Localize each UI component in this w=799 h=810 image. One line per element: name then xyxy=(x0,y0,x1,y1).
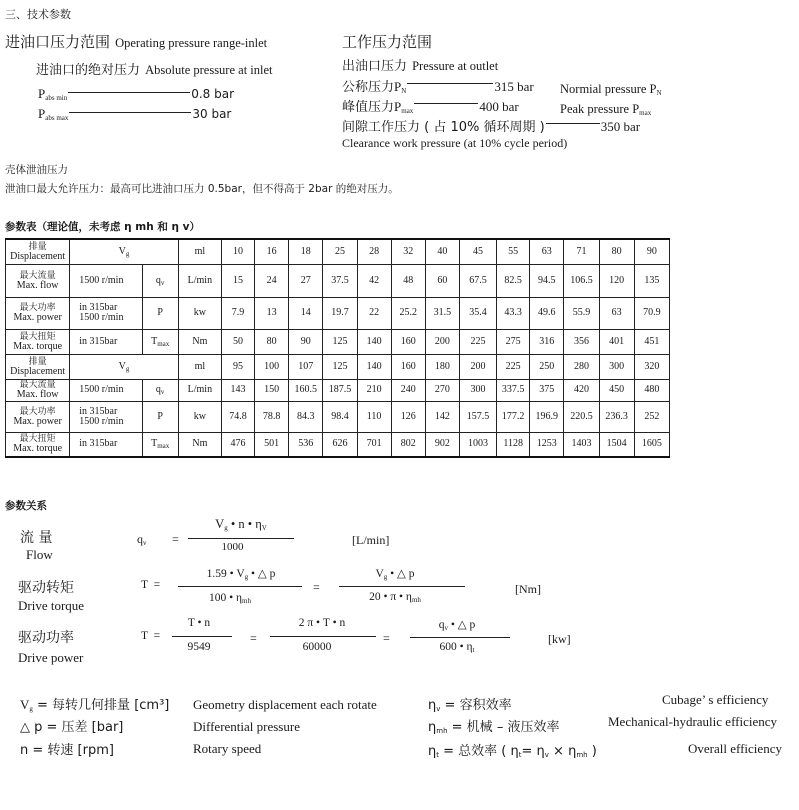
table-cell: 1605 xyxy=(634,432,669,457)
torque-num1: 1.59 • $V_g$ • △ p xyxy=(206,568,276,581)
row-label: 最大流量 Max. flow xyxy=(6,379,70,401)
peak-value: 400 bar xyxy=(479,99,519,114)
table-cell: 902 xyxy=(425,432,459,457)
pabs-min-row: $P_{abs min}$ 0.8 bar xyxy=(38,86,235,102)
table-cell: 1128 xyxy=(497,432,530,457)
table-cell: 120 xyxy=(599,264,634,297)
table-cell: 70.9 xyxy=(634,297,669,329)
table-cell: 143 xyxy=(221,379,254,401)
table-cell: 180 xyxy=(425,354,459,379)
row-symbol: $V_g$ xyxy=(70,354,178,379)
table-cell: 42 xyxy=(357,264,391,297)
legend-dp-en: Differential pressure xyxy=(193,719,300,734)
row-unit: kw xyxy=(178,297,221,329)
torque-den2: 20 • π • $\eta_{mh}$ xyxy=(369,591,421,604)
table-cell: 82.5 xyxy=(497,264,530,297)
table-cell: 7.9 xyxy=(221,297,254,329)
table-cell: 187.5 xyxy=(323,379,357,401)
work-title: 工作压力范围 xyxy=(342,33,433,51)
torque-lhs: T = xyxy=(141,579,161,591)
table-cell: 140 xyxy=(357,354,391,379)
row-unit: ml xyxy=(178,354,221,379)
legend-etamh: $\eta_{mh}$ = 机械 – 液压效率 xyxy=(428,720,560,735)
table-row xyxy=(6,354,670,379)
table-cell: 501 xyxy=(255,432,289,457)
clearance-row: 间隙工作压力 ( 占 10% 循环周期 ) 350 bar xyxy=(342,119,641,135)
legend-dp: △ p = 压差 [bar] xyxy=(20,720,124,735)
row-symbol: $T_{max}$ xyxy=(142,432,178,457)
power-num2: 2 π • T • n xyxy=(298,617,346,629)
relations-title: 参数关系 xyxy=(5,500,47,512)
pabs-min-value: 0.8 bar xyxy=(191,87,235,101)
table-cell: 19.7 xyxy=(323,297,357,329)
table-cell: 160 xyxy=(391,354,425,379)
table-cell: 300 xyxy=(599,354,634,379)
power-unit: [kw] xyxy=(548,632,571,646)
torque-bar1 xyxy=(178,586,302,587)
table-cell: 135 xyxy=(634,264,669,297)
row-symbol: $q_v$ xyxy=(142,264,178,297)
parameter-table xyxy=(5,238,670,458)
torque-den1: 100 • $\eta_{mh}$ xyxy=(209,592,251,605)
table-cell: 31.5 xyxy=(425,297,459,329)
table-cell: 95 xyxy=(221,354,254,379)
flow-lhs: $q_v$ xyxy=(137,532,147,547)
row-label: 最大扭矩 Max. torque xyxy=(6,329,70,354)
table-cell: 55.9 xyxy=(564,297,599,329)
table-cell: 25.2 xyxy=(391,297,425,329)
table-cell: 450 xyxy=(599,379,634,401)
inlet-sub xyxy=(36,59,273,78)
table-cell: 107 xyxy=(289,354,323,379)
table-cell: 200 xyxy=(459,354,496,379)
table-cell: 55 xyxy=(497,239,530,264)
row-unit: L/min xyxy=(178,379,221,401)
peak-en: Peak pressure $P_{max}$ xyxy=(560,102,652,117)
table-cell: 1504 xyxy=(599,432,634,457)
power-eq3: = xyxy=(383,631,390,645)
row-condition: in 315bar xyxy=(70,329,142,354)
table-cell: 60 xyxy=(425,264,459,297)
inlet-sub-cn: 进油口的绝对压力 xyxy=(36,63,141,78)
table-cell: 43.3 xyxy=(497,297,530,329)
table-cell: 106.5 xyxy=(564,264,599,297)
table-cell: 250 xyxy=(530,354,564,379)
power-cn: 驱动功率 xyxy=(18,630,74,646)
table-cell: 78.8 xyxy=(255,401,289,432)
flow-numerator: $V_g$ • n • $\eta_V$ xyxy=(215,517,267,532)
table-cell: 196.9 xyxy=(530,401,564,432)
table-cell: 10 xyxy=(221,239,254,264)
table-cell: 28 xyxy=(357,239,391,264)
nominal-value: 315 bar xyxy=(494,79,534,94)
table-cell: 240 xyxy=(391,379,425,401)
power-en: Drive power xyxy=(18,650,84,665)
table-cell: 701 xyxy=(357,432,391,457)
table-cell: 160.5 xyxy=(289,379,323,401)
section-title: 三、技术参数 xyxy=(5,8,71,21)
table-cell: 356 xyxy=(564,329,599,354)
table-cell: 150 xyxy=(255,379,289,401)
row-symbol: P xyxy=(142,401,178,432)
row-symbol: P xyxy=(142,297,178,329)
table-cell: 37.5 xyxy=(323,264,357,297)
row-condition: in 315bar xyxy=(70,432,142,457)
table-cell: 375 xyxy=(530,379,564,401)
power-bar1 xyxy=(172,636,232,637)
table-cell: 200 xyxy=(425,329,459,354)
table-cell: 18 xyxy=(289,239,323,264)
table-cell: 125 xyxy=(323,354,357,379)
row-condition: in 315bar 1500 r/min xyxy=(70,401,142,432)
power-den3: 600 • $\eta_t$ xyxy=(439,641,475,654)
row-label: 排量 Displacement xyxy=(6,239,70,264)
table-cell: 40 xyxy=(425,239,459,264)
peak-row: 峰值压力$P_{max}$ 400 bar xyxy=(342,99,519,115)
legend-etat: $\eta_t$ = 总效率 ( $\eta_t= \eta_v \times \eta_{mh}$ ) xyxy=(428,744,597,759)
nominal-en: Normial pressure $P_N$ xyxy=(560,82,662,97)
row-label: 最大扭矩 Max. torque xyxy=(6,432,70,457)
table-row xyxy=(6,329,670,354)
table-cell: 320 xyxy=(634,354,669,379)
table-cell: 316 xyxy=(530,329,564,354)
table-cell: 125 xyxy=(323,329,357,354)
table-cell: 142 xyxy=(425,401,459,432)
table-cell: 140 xyxy=(357,329,391,354)
table-cell: 1403 xyxy=(564,432,599,457)
table-cell: 476 xyxy=(221,432,254,457)
table-row xyxy=(6,401,670,432)
table-cell: 32 xyxy=(391,239,425,264)
table-cell: 157.5 xyxy=(459,401,496,432)
table-cell: 48 xyxy=(391,264,425,297)
table-cell: 71 xyxy=(564,239,599,264)
table-cell: 45 xyxy=(459,239,496,264)
table-cell: 94.5 xyxy=(530,264,564,297)
power-num1: T • n xyxy=(187,617,211,629)
table-row xyxy=(6,297,670,329)
table-cell: 84.3 xyxy=(289,401,323,432)
legend-vg-en: Geometry displacement each rotate xyxy=(193,697,377,712)
legend-etav-en: Cubage’ s efficiency xyxy=(662,692,769,707)
inlet-title xyxy=(5,31,267,52)
row-condition: 1500 r/min xyxy=(70,379,142,401)
table-cell: 80 xyxy=(599,239,634,264)
table-cell: 80 xyxy=(255,329,289,354)
table-cell: 401 xyxy=(599,329,634,354)
row-label: 最大流量 Max. flow xyxy=(6,264,70,297)
table-cell: 1253 xyxy=(530,432,564,457)
nominal-row: 公称压力$P_N$ 315 bar xyxy=(342,79,534,95)
row-condition: in 315bar 1500 r/min xyxy=(70,297,142,329)
flow-cn: 流 量 xyxy=(20,530,53,546)
table-cell: 275 xyxy=(497,329,530,354)
row-unit: kw xyxy=(178,401,221,432)
table-cell: 420 xyxy=(564,379,599,401)
table-cell: 110 xyxy=(357,401,391,432)
row-condition: 1500 r/min xyxy=(70,264,142,297)
pabs-max-value: 30 bar xyxy=(192,107,232,121)
table-row xyxy=(6,379,670,401)
flow-en: Flow xyxy=(26,547,53,562)
table-cell: 98.4 xyxy=(323,401,357,432)
row-symbol: $V_g$ xyxy=(70,239,178,264)
power-den2: 60000 xyxy=(302,641,332,653)
table-cell: 16 xyxy=(255,239,289,264)
table-cell: 252 xyxy=(634,401,669,432)
power-bar2 xyxy=(270,636,376,637)
flow-bar xyxy=(188,538,294,539)
table-cell: 451 xyxy=(634,329,669,354)
table-cell: 14 xyxy=(289,297,323,329)
table-cell: 300 xyxy=(459,379,496,401)
table-cell: 210 xyxy=(357,379,391,401)
power-den1: 9549 xyxy=(187,641,211,653)
torque-eq2: = xyxy=(313,580,320,594)
power-num3: $q_v$ • △ p xyxy=(438,619,476,632)
table-cell: 626 xyxy=(323,432,357,457)
case-note: 泄油口最大允许压力：最高可比进油口压力 0.5bar，但不得高于 2bar 的绝对压力。 xyxy=(5,183,399,195)
table-cell: 160 xyxy=(391,329,425,354)
table-cell: 25 xyxy=(323,239,357,264)
table-cell: 236.3 xyxy=(599,401,634,432)
flow-denominator: 1000 xyxy=(221,541,244,553)
row-unit: ml xyxy=(178,239,221,264)
clearance-en: Clearance work pressure (at 10% cycle period) xyxy=(342,136,568,150)
clearance-value: 350 bar xyxy=(600,119,641,134)
table-cell: 27 xyxy=(289,264,323,297)
table-cell: 63 xyxy=(530,239,564,264)
table-cell: 15 xyxy=(221,264,254,297)
table-cell: 90 xyxy=(289,329,323,354)
table-cell: 225 xyxy=(459,329,496,354)
table-cell: 220.5 xyxy=(564,401,599,432)
table-cell: 337.5 xyxy=(497,379,530,401)
table-row xyxy=(6,432,670,457)
table-cell: 126 xyxy=(391,401,425,432)
table-row xyxy=(6,264,670,297)
table-cell: 1003 xyxy=(459,432,496,457)
row-unit: L/min xyxy=(178,264,221,297)
table-cell: 100 xyxy=(255,354,289,379)
torque-unit: [Nm] xyxy=(515,582,541,596)
table-cell: 90 xyxy=(634,239,669,264)
table-cell: 225 xyxy=(497,354,530,379)
table-cell: 67.5 xyxy=(459,264,496,297)
power-lhs: T = xyxy=(141,630,161,642)
table-cell: 63 xyxy=(599,297,634,329)
table-cell: 35.4 xyxy=(459,297,496,329)
row-symbol: $T_{max}$ xyxy=(142,329,178,354)
inlet-title-cn: 进油口压力范围 xyxy=(5,33,111,51)
row-symbol: $q_v$ xyxy=(142,379,178,401)
table-title: 参数表（理论值，未考虑 η mh 和 η v） xyxy=(5,221,200,233)
row-unit: Nm xyxy=(178,329,221,354)
table-cell: 536 xyxy=(289,432,323,457)
table-row xyxy=(6,239,670,264)
row-unit: Nm xyxy=(178,432,221,457)
legend-etav: $\eta_v$ = 容积效率 xyxy=(428,698,512,713)
table-cell: 480 xyxy=(634,379,669,401)
row-label: 最大功率 Max. power xyxy=(6,297,70,329)
table-cell: 50 xyxy=(221,329,254,354)
legend-n-en: Rotary speed xyxy=(193,741,262,756)
inlet-title-en: Operating pressure range-inlet xyxy=(115,36,268,50)
legend-etat-en: Overall efficiency xyxy=(688,741,782,756)
outlet-row: 出油口压力 Pressure at outlet xyxy=(342,59,499,74)
power-bar3 xyxy=(410,637,510,638)
torque-bar2 xyxy=(339,586,465,587)
pabs-max-row: $P_{abs max}$ 30 bar xyxy=(38,106,232,122)
legend-n: n = 转速 [rpm] xyxy=(20,743,114,758)
flow-eq: = xyxy=(172,532,179,546)
table-cell: 74.8 xyxy=(221,401,254,432)
table-cell: 280 xyxy=(564,354,599,379)
torque-en: Drive torque xyxy=(18,598,85,613)
flow-unit: [L/min] xyxy=(352,533,390,547)
table-cell: 22 xyxy=(357,297,391,329)
table-cell: 49.6 xyxy=(530,297,564,329)
table-cell: 802 xyxy=(391,432,425,457)
legend-vg: $V_g$ = 每转几何排量 [cm³] xyxy=(20,697,170,713)
torque-num2: $V_g$ • △ p xyxy=(375,568,415,581)
table-cell: 177.2 xyxy=(497,401,530,432)
torque-cn: 驱动转矩 xyxy=(18,580,74,596)
row-label: 排量 Displacement xyxy=(6,354,70,379)
row-label: 最大功率 Max. power xyxy=(6,401,70,432)
inlet-sub-en: Absolute pressure at inlet xyxy=(145,63,273,77)
table-cell: 13 xyxy=(255,297,289,329)
table-cell: 24 xyxy=(255,264,289,297)
power-eq2: = xyxy=(250,631,257,645)
table-cell: 270 xyxy=(425,379,459,401)
case-title: 壳体泄油压力 xyxy=(5,164,68,176)
legend-etamh-en: Mechanical-hydraulic efficiency xyxy=(608,714,778,729)
